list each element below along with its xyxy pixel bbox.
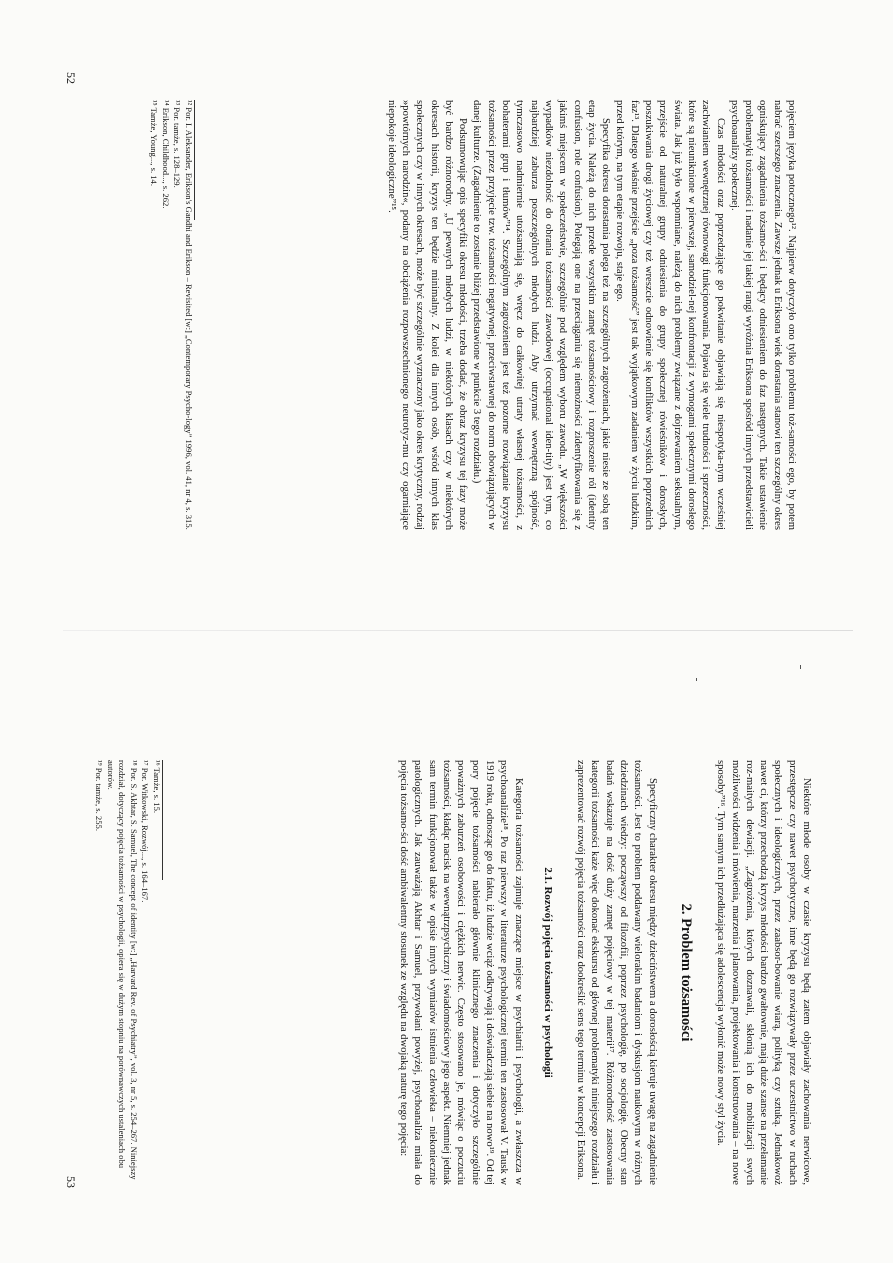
footnote: ¹⁶ Tamże, s. 15.	[152, 760, 162, 814]
page-number-left: 52	[64, 72, 78, 84]
footnote: ¹⁵ Tamże, Young..., s. 14.	[149, 100, 160, 186]
page-right	[0, 632, 893, 1263]
footnote: ¹³ Por. tamże, s. 128–129.	[172, 100, 183, 188]
right-footnotes	[92, 760, 163, 1185]
left-footnotes	[148, 100, 195, 530]
scan-speck	[800, 665, 801, 669]
body-paragraph: pojęciem języka potocznego¹². Najpierw dotyczyło ono tylko problemu toż-samości ego, by potem nabrać szerszego znaczenia. Zawsze jednak u Eriksona wiek dorastania stanowi ten szczególny okres ogniskujący zagadnienia tożsamo-ści i będący odniesieniem do faz następnych. Takie ustawienie problematyki tożsamości i nadanie jej takiej rangi wyróżnia Eriksona spośród innych przedstawicieli psychoanalizy społecznej.	[728, 100, 797, 530]
scan-speck	[696, 678, 697, 681]
section-heading: 2.1. Rozwój pojęcia tożsamości w psychologii	[541, 867, 554, 1078]
body-paragraph: Niektóre młode osoby w czasie kryzysu będą zatem objawiały zachowania nerwicowe, przestępcze czy nawet psychotyczne, inne będą go rozwiązywały przez uczestnictwo w ruchach społecznych i ideologicznych, przez zaabsor-bowanie wiarą, polityką czy sztuką. Jednakowoż nawet ci, którzy przechodzą kryzys młodości bardzo gwałtownie, mają duże szanse na przełamanie roz-maitych dewiacji. „Zagrożenia, których doznawali, skłonią ich do mobilizacji swych możliwości widzenia i mówienia, marzenia i planowania, projektowania i konstruowania – na nowe sposoby”¹⁶. Tym samym ich przedłużająca się adolescencja wyłonić może nowy styl życia.	[715, 760, 812, 1185]
right-page-body	[396, 760, 813, 1185]
page-left	[0, 0, 893, 631]
footnote: ¹⁸ Por. S. Akhtar, S. Samuel, The concept of identity [w:] „Harvard Rev. of Psychiatry”, vol. 3, nr 5, s. 254–267. Niniejszy rozdział, dotyczący pojęcia tożsamości w psychologii, opiera się w dużym stopniu na porównawczych ustaleniach obu autorów.	[105, 760, 139, 1180]
body-paragraph: Czas młodości oraz poprzedzające go pokwitanie objawiają się niespotyka-nym wcześniej zachwianiem wewnętrznej równowagi funkcjonowania. Pojawia się wiele trudności i sprzeczności, które są nieuniknione w pierwszej, samodziel-nej konfrontacji z wymogami społecznymi dorosłego świata. Jak już było wspomniane, należą do nich problemy związane z dojrzewaniem seksualnym, przejście od naturalnej grupy odniesienia do grupy społecznej rówieśników i dorosłych, poszukiwania drogi życiowej czy też wreszcie odnowienie się konfliktów wszystkich poprzednich faz¹³. Dlatego właśnie przejście „poza tożsamość” jest tak wyjątkowym zadaniem w życiu ludzkim, przed którym, na tym etapie rozwoju, staje ego.	[614, 100, 726, 530]
body-paragraph: Specyfika okresu dorastania polega też na szczególnych zagrożeniach, jakie niesie ze sobą ten etap życia. Należą do nich przede wszystkim zamęt tożsamościowy i rozproszenie ról (identity confusion, role confusion). Polegają one na przeciąganiu się niemożności zidentyfikowania się z jakimś miejscem w społeczeństwie, szczególnie pod względem wyboru zawodu. „W większości wypadków niezdolność do obrania tożsamości zawodowej (occupational iden-tity) jest tym, co najbardziej zaburza poszczególnych młodych ludzi. Aby utrzymać wewnętrzną spójność, tymczasowo nadmiernie utożsamiają się, wręcz do całkowitej utraty własnej tożsamości, z bohaterami grup i tłumów”¹⁴. Szczególnym zagrożeniem jest też pozorne rozwiązanie kryzysu tożsamości przez przyjęcie tzw. tożsamości negatywnej, przeciwstawnej do norm obowiązujących w danej kulturze. (Zagadnienie to zostanie bliżej przedstawione w punkcie 3 tego rozdziału.)	[471, 100, 612, 530]
footnote: ¹⁹ Por. tamże, s. 255.	[94, 760, 105, 831]
footnote-rule	[162, 760, 163, 880]
page-number-right: 53	[64, 1176, 78, 1188]
left-page-body	[383, 100, 798, 530]
body-paragraph: Kategoria tożsamości zajmuje znaczące miejsce w psychiatrii i psychologii, a zwłaszcza w psychoanalizie¹⁸. Po raz pierwszy w literaturze psychologicznej termin ten zastosował V. Tausk w 1919 roku, odnosząc go do faktu, iż ludzie wciąż odkrywają i doświadczają siebie na nowo¹⁹. Od tej pory pojęcie tożsamości nabierało głównie klinicznego znaczenia i dotyczyło szczególnie poważnych zaburzeń osobowości i ciężkich nerwic. Często stosowano je, mówiąc o poczuciu tożsamości, kładąc nacisk na wewnątrzpsychiczny i świadomościowy jego aspekt. Niemniej jednak sam termin funkcjonował także w opisie innych wymiarów istnienia człowieka – niekoniecznie patologicznych. Jak zauważają Akhtar i Samuel, przywołani powyżej, psychoanaliza miała do pojęcia tożsamo-ści dość ambiwalentny stosunek ze względu na dwojaką naturę tego pojęcia:	[398, 760, 524, 1185]
body-paragraph: Specyficzny charakter okresu między dzieciństwem a dorosłością kieruje uwagę na zagadnienie tożsamości. Jest to problem poddawany wielorakim badaniom i dyskusjom naukowym w różnych dziedzinach wiedzy: począwszy od filozofii, poprzez psychologię, po socjologię. Obecny stan badań wskazuje na dość duży zamęt pojęciowy w tej materii¹⁷. Różnorodność zastosowania kategorii tożsamości każe więc dokonać ekskursu od głównej problematyki niniejszego rozdziału i zaprezentować rozwój pojęcia tożsamości oraz dookreślić sens tego terminu w koncepcji Eriksona.	[575, 760, 658, 1185]
footnote-rule	[194, 100, 195, 220]
body-paragraph: Podsumowując opis specyfiki okresu młodości, trzeba dodać, że obraz kryzysu tej fazy może być bardzo różnorodny. „U pewnych młodych ludzi, w niektórych klasach czy w niektórych okresach historii, kryzys ten będzie minimalny. Z kolei dla innych osób, wśród innych klas społecznych czy w innych okresach, może być szczególnie wyznaczony jako okres krytyczny, rodzaj »powtórnych narodzin«, podany na obciążenia rozpowszechnionego neurotyz-mu czy ogarniające niepokoje ideologiczne”¹⁵.	[385, 100, 469, 530]
footnote: ¹² Por. I. Aleksander, Erikson's Gandhi and Erikson – Revisited [w:] „Contemporary Psycho-logy” 1996, vol. 41, nr 4, s. 315.	[184, 100, 194, 530]
footnote: ¹⁴ Erikson, Childhood..., s. 262.	[160, 100, 171, 209]
footnote: ¹⁷ Por. Witkowski, Rozwój..., s. 164–167.	[140, 760, 151, 903]
chapter-heading: 2. Problem tożsamości	[677, 903, 694, 1042]
